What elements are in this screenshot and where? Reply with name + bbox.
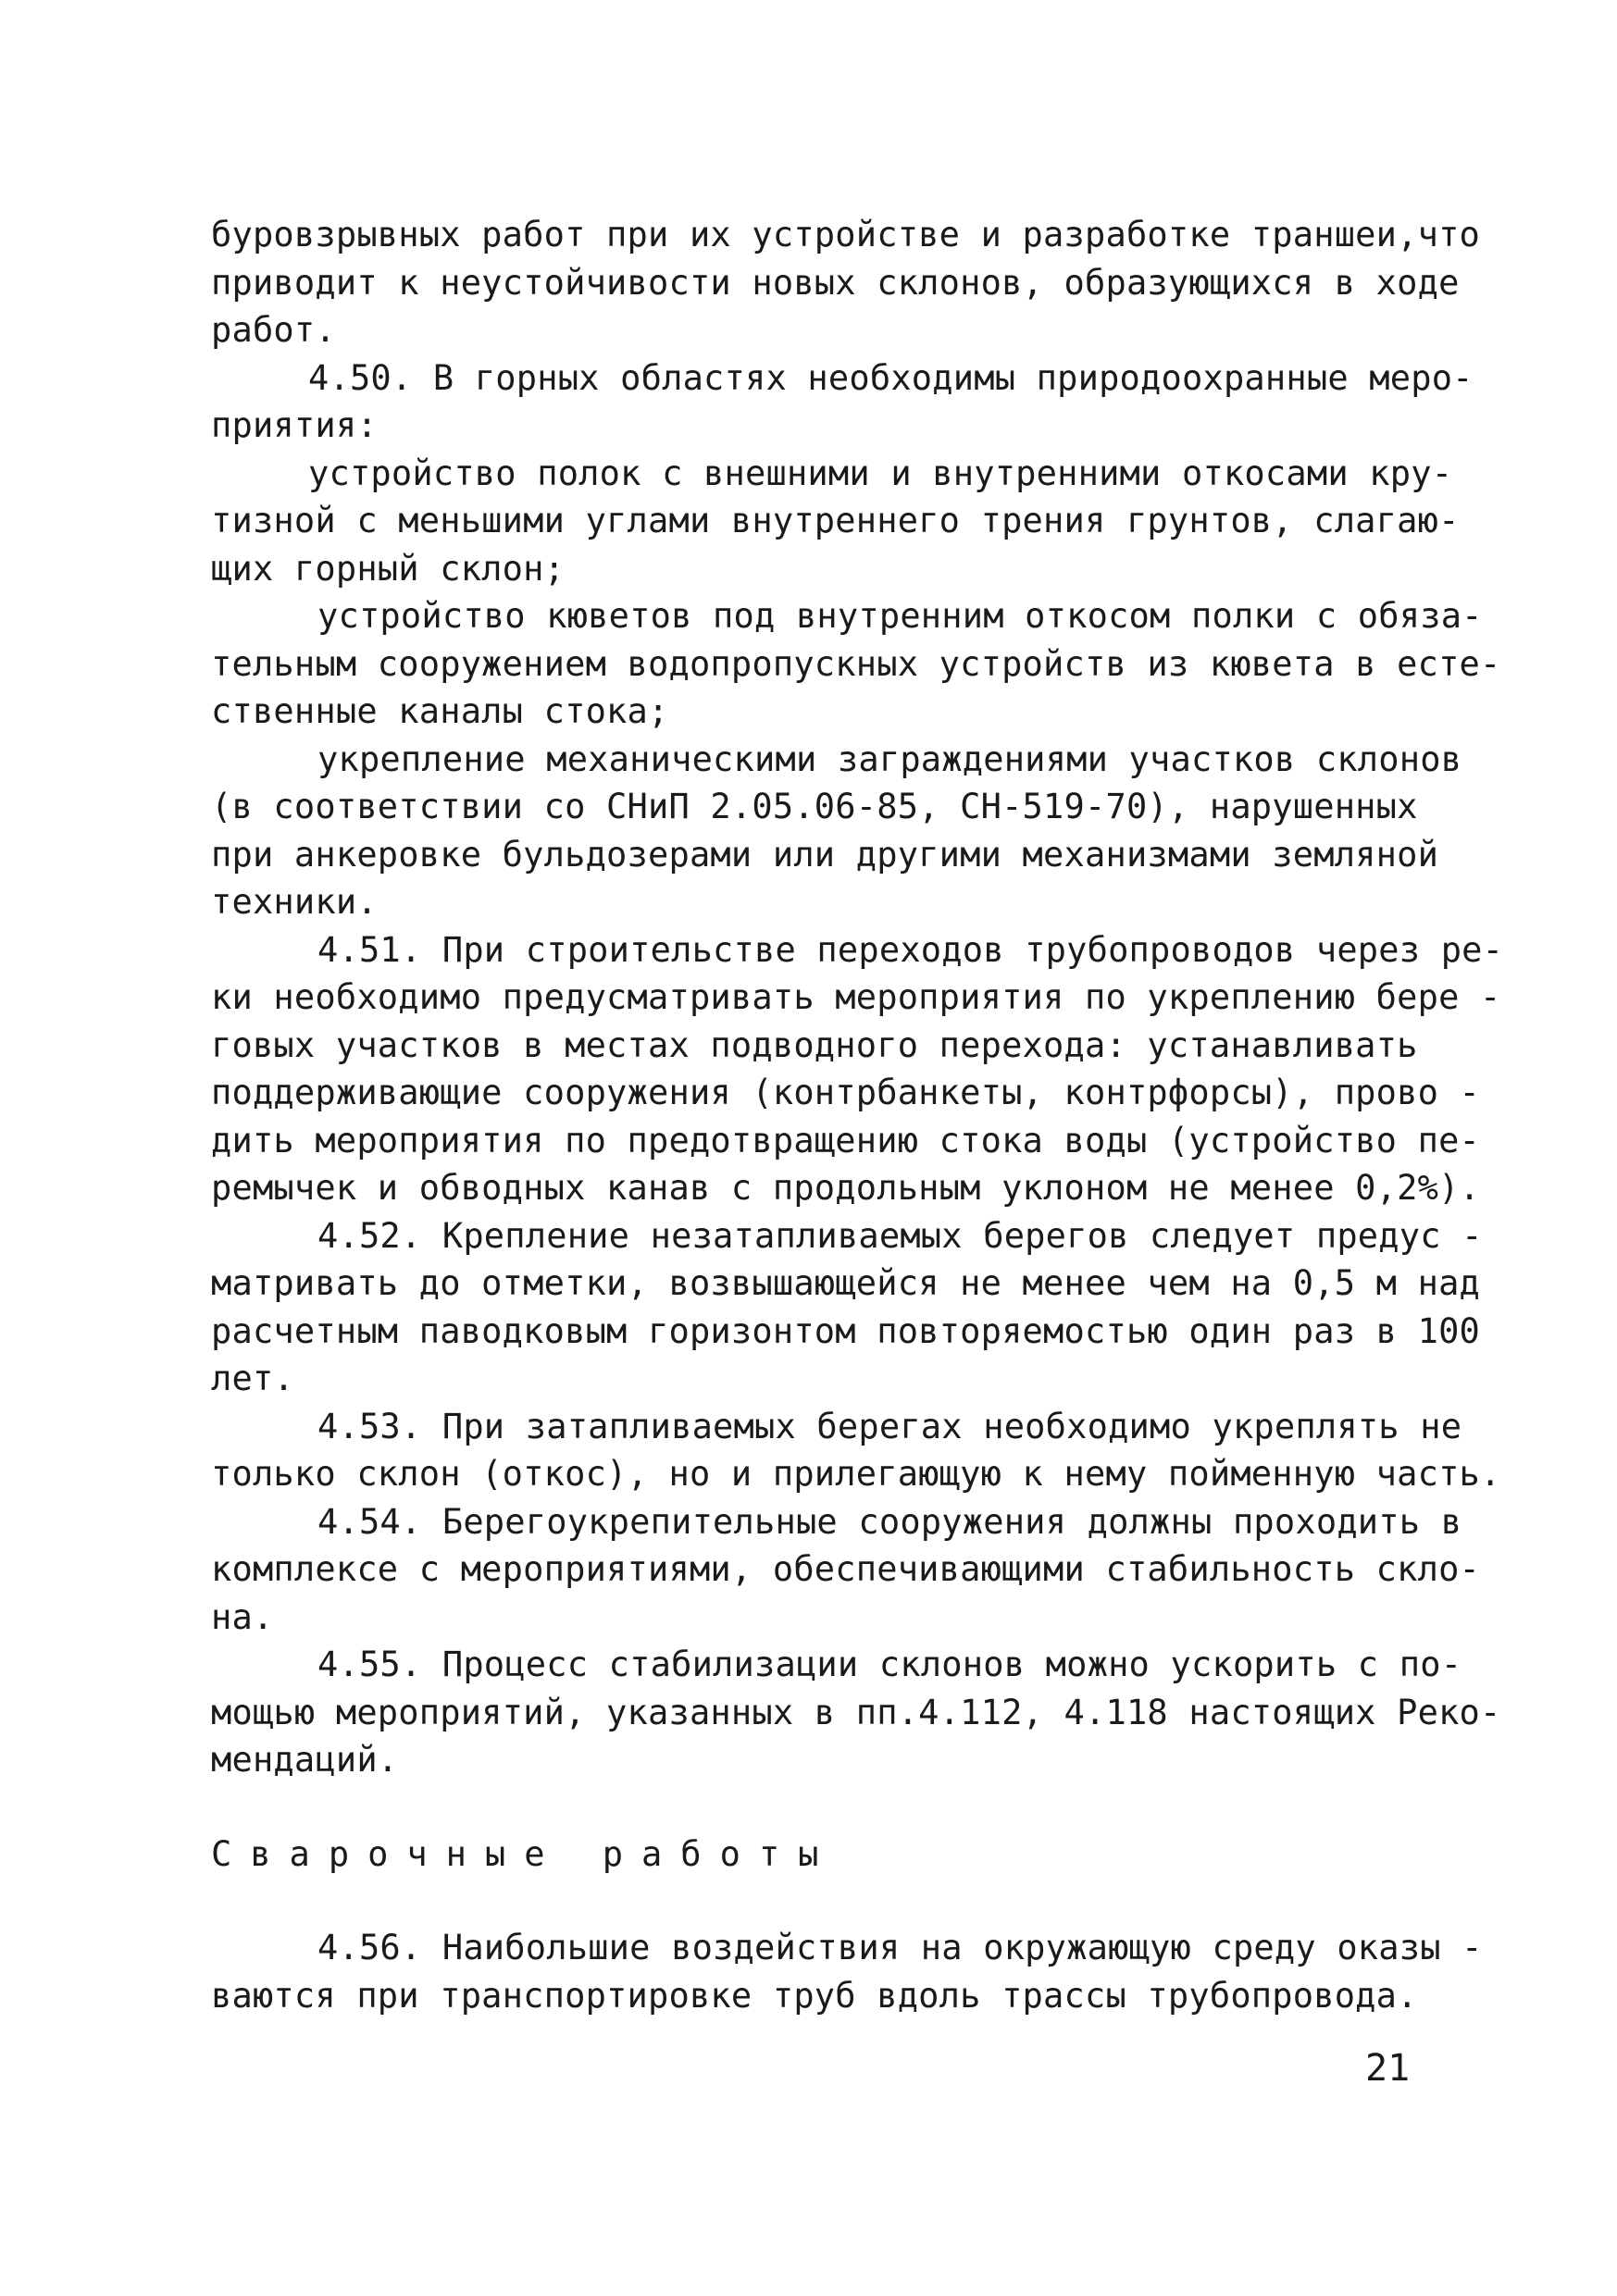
text-line: поддерживающие сооружения (контрбанкеты, контрфорсы), прово - <box>211 1073 1481 1112</box>
text-line: 4.53. При затапливаемых берегах необходимо укреплять не <box>317 1406 1462 1446</box>
text-line: 4.52. Крепление незатапливаемых берегов следует предус - <box>317 1215 1483 1256</box>
page-number: 21 <box>1365 2047 1411 2090</box>
text-line: (в соответствии со СНиП 2.05.06-85, СН-519-70), нарушенных <box>211 787 1418 826</box>
text-line: тизной с меньшими углами внутреннего трения грунтов, слагаю- <box>211 501 1460 540</box>
text-line: работ. <box>211 310 336 350</box>
text-line: ремычек и обводных канав с продольным уклоном не менее 0,2%). <box>211 1168 1481 1208</box>
text-line: устройство полок с внешними и внутренними откосами кру- <box>308 453 1453 493</box>
text-line: буровзрывных работ при их устройстве и разработке траншеи,что <box>211 215 1481 254</box>
text-line: приводит к неустойчивости новых склонов, образующихся в ходе <box>211 262 1460 303</box>
text-line: приятия: <box>211 405 378 445</box>
text-line: 4.51. При строительстве переходов трубопроводов через ре- <box>317 929 1504 970</box>
text-line: щих горный склон; <box>211 548 566 589</box>
text-line: только склон (откос), но и прилегающую к нему пойменную часть. <box>211 1454 1501 1494</box>
text-line: расчетным паводковым горизонтом повторяемостью один раз в 100 <box>211 1310 1481 1351</box>
document-body <box>211 211 1504 2019</box>
text-line: на. <box>211 1596 274 1637</box>
text-line: мендаций. <box>211 1740 399 1780</box>
text-line: тельным сооружением водопропускных устройств из кювета в есте- <box>211 643 1501 684</box>
text-line: дить мероприятия по предотвращению стока воды (устройство пе- <box>211 1120 1481 1160</box>
text-line: мощью мероприятий, указанных в пп.4.112, 4.118 настоящих Реко- <box>211 1692 1501 1732</box>
text-line: лет. <box>211 1359 294 1398</box>
text-line: 4.55. Процесс стабилизации склонов можно ускорить с по- <box>317 1644 1462 1684</box>
text-line: ваются при транспортировке труб вдоль трассы трубопровода. <box>211 1975 1418 2016</box>
text-line: при анкеровке бульдозерами или другими механизмами земляной <box>211 834 1439 875</box>
text-line: укрепление механическими заграждениями участков склонов <box>317 738 1462 779</box>
text-line: ки необходимо предусматривать мероприятия по укреплению бере - <box>211 977 1501 1017</box>
text-line: техники. <box>211 882 378 922</box>
text-line: устройство кюветов под внутренним откосом полки с обяза- <box>317 596 1483 636</box>
text-line: 4.54. Берегоукрепительные сооружения должны проходить в <box>317 1501 1462 1542</box>
section-heading: Сварочные работы <box>211 1833 838 1874</box>
text-line: 4.50. В горных областях необходимы природоохранные меро- <box>308 357 1474 398</box>
text-line: говых участков в местах подводного перехода: устанавливать <box>211 1024 1418 1065</box>
text-line: комплексе с мероприятиями, обеспечивающими стабильность скло- <box>211 1549 1481 1589</box>
text-line: ственные каналы стока; <box>211 691 669 731</box>
text-line: матривать до отметки, возвышающейся не менее чем на 0,5 м над <box>211 1263 1481 1303</box>
text-line: 4.56. Наибольшие воздействия на окружающую среду оказы - <box>317 1928 1483 1967</box>
